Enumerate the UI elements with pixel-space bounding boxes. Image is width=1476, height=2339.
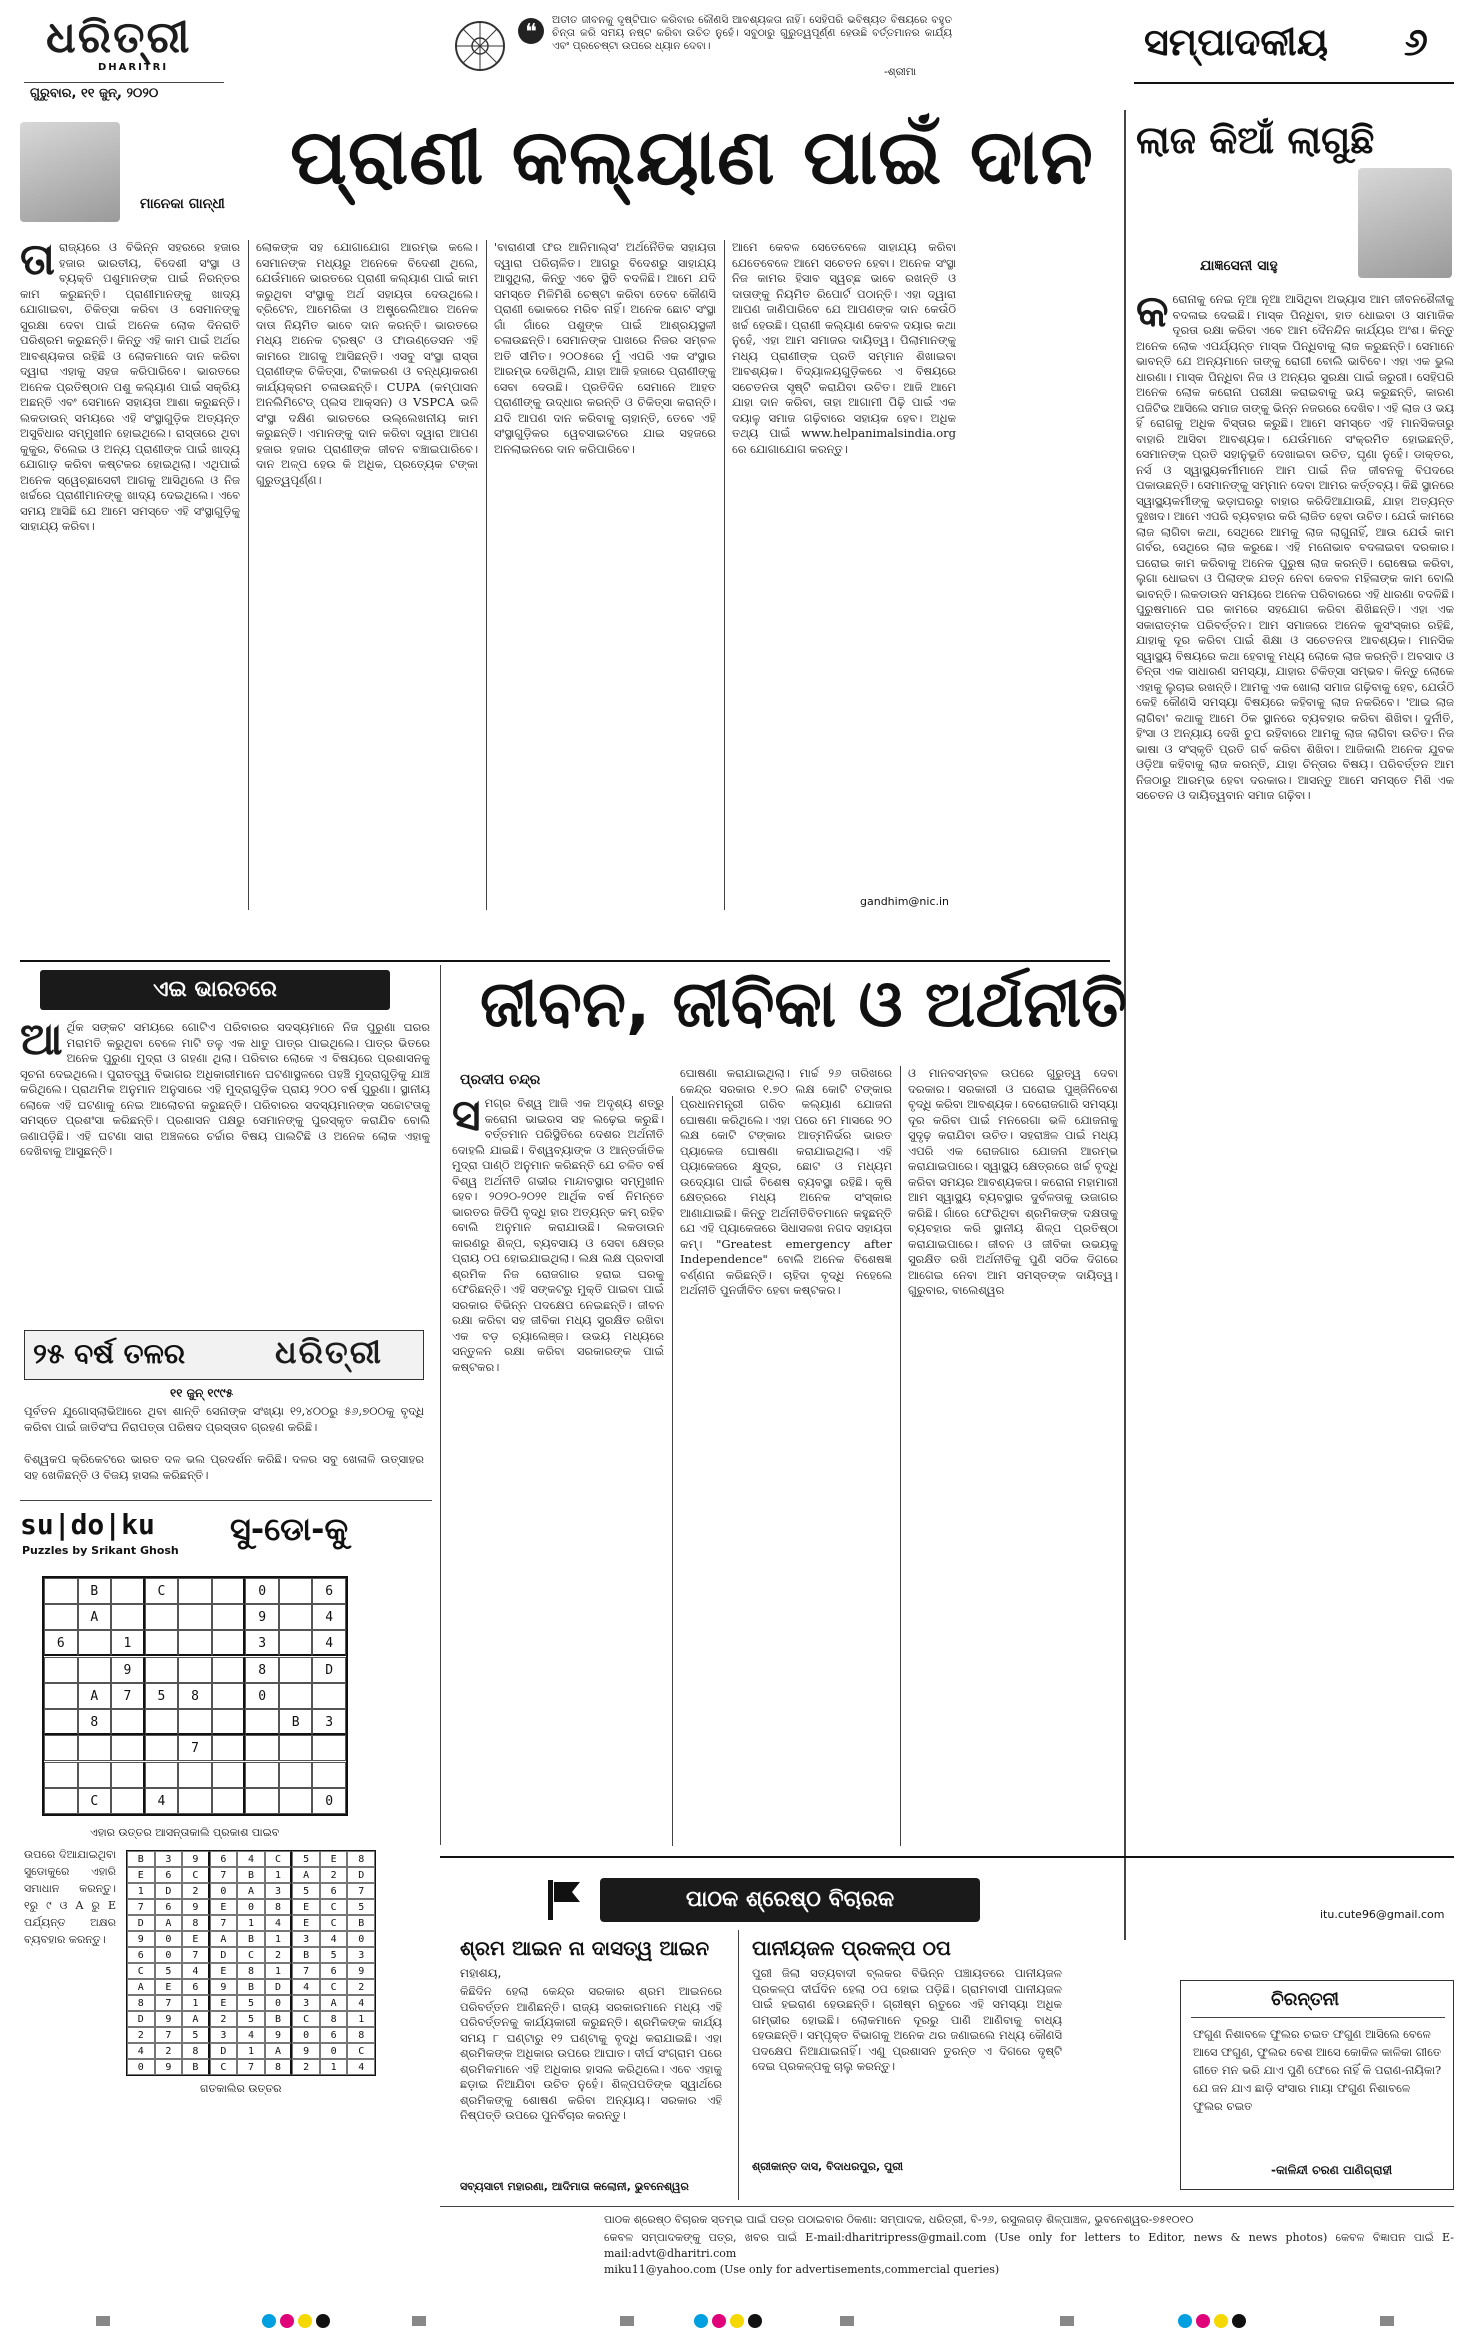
solution-cell: 9 (182, 1851, 210, 1867)
solution-cell: 1 (265, 1867, 293, 1883)
letter1-text: କିଛିଦିନ ହେଲା କେନ୍ଦ୍ର ସରକାର ଶ୍ରମ ଆଇନରେ ପରିବର୍ତ୍ତନ ଆଣିଛନ୍ତି। ରାଜ୍ୟ ସରକାରମାନେ ମଧ୍ୟ ଏହି ପରିବର୍ତ୍ତନକୁ କାର୍ଯ୍ୟକାରୀ କରୁଛନ୍ତି। ଶ୍ରମିକଙ୍କ କାର୍ଯ୍ୟ ସମୟ ୮ ଘଣ୍ଟାରୁ ୧୨ ଘଣ୍ଟାକୁ ବୃଦ୍ଧି କରାଯାଇଛି। ଏହା ଶ୍ରମିକଙ୍କ ଅଧିକାର ଉପରେ ଆଘାତ। ଦୀର୍ଘ ସଂଗ୍ରାମ ପରେ ଶ୍ରମିକମାନେ ଏହି ଅଧିକାର ହାସଲ କରିଥିଲେ। ଏବେ ଏହାକୁ ଛଡ଼ାଇ ନିଆଯିବା ଉଚିତ ନୁହେଁ। ଶିଳ୍ପପତିଙ୍କ ସ୍ୱାର୍ଥରେ ଶ୍ରମିକଙ୍କୁ ଶୋଷଣ କରିବା ଅନ୍ୟାୟ। ସରକାର ଏହି ନିଷ୍ପତ୍ତି ଉପରେ ପୁନର୍ବିଚାର କରନ୍ତୁ। (460, 1984, 722, 2122)
letter1-salutation: ମହାଶୟ, (460, 1966, 502, 1980)
solution-cell: 7 (292, 1963, 320, 1979)
sudoku-cell[interactable] (212, 1604, 246, 1630)
solution-cell: 6 (182, 1979, 210, 1995)
chirantani-box (1180, 1980, 1454, 2190)
main-headline: ଜୀବନ, ଜୀବିକା ଓ ଅର୍ଥନୀତି (480, 968, 1127, 1042)
sudoku-cell[interactable] (279, 1578, 313, 1604)
sudoku-cell[interactable] (212, 1735, 246, 1761)
solution-cell: E (210, 1899, 238, 1915)
flashback-item-2: ବିଶ୍ୱକପ କ୍ରିକେଟରେ ଭାରତ ଦଳ ଭଲ ପ୍ରଦର୍ଶନ କରିଛି। ଦଳର ସବୁ ଖେଳାଳି ଉତ୍ସାହର ସହ ଖେଳିଛନ୍ତି ଓ ବିଜୟ ହାସଲ କରିଛନ୍ତି। (24, 1452, 424, 1482)
solution-cell: 9 (155, 2059, 183, 2075)
solution-cell: 1 (347, 2011, 375, 2027)
sudoku-cell[interactable] (111, 1578, 145, 1604)
sudoku-prev-note: ଉପରେ ଦିଆଯାଇଥିବା ସୁଡୋକୁରେ ଏହାରି ସମାଧାନ କରନ୍ତୁ। ୧ରୁ ୯ ଓ A ରୁ E ପର୍ଯ୍ୟନ୍ତ ଅକ୍ଷର ବ୍ୟବହାର କରନ୍ତୁ। (24, 1848, 116, 1946)
sudoku-solution-grid (126, 1850, 376, 2076)
sudoku-cell[interactable]: 8 (178, 1683, 212, 1709)
sudoku-cell[interactable]: 6 (312, 1578, 346, 1604)
sudoku-cell[interactable] (145, 1735, 179, 1761)
solution-cell: 0 (320, 2043, 348, 2059)
solution-cell: 3 (210, 2027, 238, 2043)
sudoku-cell[interactable]: 0 (245, 1578, 279, 1604)
dharitri-logo: ଧରିତ୍ରୀ (46, 12, 192, 63)
chirantani-title: ଚିରନ୍ତନୀ (1271, 1989, 1340, 2010)
solution-cell: 5 (182, 2027, 210, 2043)
sudoku-cell[interactable]: B (279, 1709, 313, 1735)
letter2-text: ପୁରୀ ଜିଲା ସତ୍ୟବାଦୀ ବ୍ଲକର ବିଭିନ୍ନ ପଞ୍ଚାୟତରେ ପାନୀୟଜଳ ପ୍ରକଳ୍ପ ଦୀର୍ଘଦିନ ହେଲା ଠପ ହୋଇ ପଡ଼ିଛି। ଗ୍ରାମବାସୀ ପାନୀୟଜଳ ପାଇଁ ହଇରାଣ ହେଉଛନ୍ତି। ଗ୍ରୀଷ୍ମ ଋତୁରେ ଏହି ସମସ୍ୟା ଅଧିକ ଗମ୍ଭୀର ହୋଇଛି। ଲୋକମାନେ ଦୂରରୁ ପାଣି ଆଣିବାକୁ ବାଧ୍ୟ ହେଉଛନ୍ତି। ସମ୍ପୃକ୍ତ ବିଭାଗକୁ ଅନେକ ଥର ଜଣାଇଲେ ମଧ୍ୟ କୌଣସି ପଦକ୍ଷେପ ନିଆଯାଇନାହିଁ। ଏଣୁ ପ୍ରଶାସନ ତୁରନ୍ତ ଏ ଦିଗରେ ଦୃଷ୍ଟି ଦେଇ ପ୍ରକଳ୍ପକୁ ଚାଲୁ କରନ୍ତୁ। (752, 1966, 1062, 2073)
solution-cell: 8 (127, 1995, 155, 2011)
solution-cell: C (127, 1963, 155, 1979)
print-registration-strip (0, 2310, 1476, 2334)
reg-yellow-2 (730, 2314, 744, 2328)
ei-bharatare-text: ଆ ର୍ଥିକ ସଙ୍କଟ ସମୟରେ ଗୋଟିଏ ପରିବାରର ସଦସ୍ୟମାନେ ନିଜ ପୁରୁଣା ଘରର ମରାମତି କରୁଥିବା ବେଳେ ମାଟି ତଳୁ ଏକ ଧାତୁ ପାତ୍ର ପାଇଥିଲେ। ପାତ୍ର ଭିତରେ ଅନେକ ପୁରୁଣା ମୁଦ୍ରା ଓ ଗହଣା ଥିଲା। ପରିବାର ଲୋକେ ଏ ବିଷୟରେ ପ୍ରଶାସନକୁ ସୂଚନା ଦେଇଥିଲେ। ପୁରାତତ୍ତ୍ୱ ବିଭାଗର ଅଧିକାରୀମାନେ ଘଟଣାସ୍ଥଳରେ ପହଞ୍ଚି ମୁଦ୍ରାଗୁଡ଼ିକୁ ଯାଞ୍ଚ କରିଥିଲେ। ପ୍ରାଥମିକ ଅନୁମାନ ଅନୁସାରେ ଏହି ମୁଦ୍ରାଗୁଡ଼ିକ ପ୍ରାୟ ୨୦୦ ବର୍ଷ ପୁରୁଣା। ସ୍ଥାନୀୟ ଲୋକେ ଏହି ଘଟଣାକୁ ନେଇ ଆଲୋଚନା କରୁଛନ୍ତି। ପରିବାରର ସଦସ୍ୟମାନଙ୍କ ସଚ୍ଚୋଟତାକୁ ସମସ୍ତେ ପ୍ରଶଂସା କରିଛନ୍ତି। ପ୍ରଶାସନ ପକ୍ଷରୁ ସେମାନଙ୍କୁ ପୁରସ୍କୃତ କରାଯିବ ବୋଲି ଜଣାପଡ଼ିଛି। ଏହି ଘଟଣା ସାରା ଅଞ୍ଚଳରେ ଚର୍ଚ୍ଚାର ବିଷୟ ପାଲଟିଛି ଓ ଅନେକ ଲୋକ ଏହାକୁ ଦେଖିବାକୁ ଆସୁଛନ୍ତି। (20, 1020, 430, 1158)
solution-cell: B (265, 2011, 293, 2027)
solution-cell: B (182, 2059, 210, 2075)
sudoku-cell[interactable] (178, 1604, 212, 1630)
solution-cell: 3 (292, 1931, 320, 1947)
sudoku-cell[interactable]: 3 (245, 1630, 279, 1656)
sudoku-cell[interactable] (44, 1604, 78, 1630)
solution-cell: A (320, 1995, 348, 2011)
solution-cell: 5 (237, 2011, 265, 2027)
sudoku-cell[interactable] (312, 1735, 346, 1761)
solution-cell: C (320, 1979, 348, 1995)
sudoku-cell[interactable] (44, 1578, 78, 1604)
sudoku-cell[interactable] (111, 1762, 145, 1788)
solution-cell: C (265, 1851, 293, 1867)
masthead-quote: ଅତୀତ ଜୀବନକୁ ଦୃଷ୍ଟିପାତ କରିବାର କୌଣସି ଆବଶ୍ୟକତା ନାହିଁ। ସେହିପରି ଭବିଷ୍ୟତ ବିଷୟରେ ବହୁତ ଚିନ୍ତା କରି ସମୟ ନଷ୍ଟ କରିବା ଉଚିତ ନୁହେଁ। ସବୁଠାରୁ ଗୁରୁତ୍ୱପୂର୍ଣ୍ଣ ହେଉଛି ବର୍ତ୍ତମାନର କାର୍ଯ୍ୟ ଏବଂ ପ୍ରଚେଷ୍ଟା ଉପରେ ଧ୍ୟାନ ଦେବା। (552, 14, 952, 52)
sudoku-cell[interactable]: 9 (245, 1604, 279, 1630)
letter1-sign: ସବ୍ୟସାଚୀ ମହାରଣା, ଆଦିମାତା କଲୋନୀ, ଭୁବନେଶ୍ୱର (460, 2180, 689, 2193)
solution-cell: 1 (320, 2059, 348, 2075)
sudoku-cell[interactable] (111, 1709, 145, 1735)
solution-cell: 1 (237, 1915, 265, 1931)
sudoku-cell[interactable]: 7 (178, 1735, 212, 1761)
sudoku-cell[interactable] (44, 1762, 78, 1788)
solution-cell: 0 (347, 1931, 375, 1947)
solution-cell: 7 (237, 2059, 265, 2075)
solution-cell: A (237, 1883, 265, 1899)
solution-cell: 7 (127, 1899, 155, 1915)
solution-cell: C (347, 2043, 375, 2059)
lead-col-2: ଲୋକଙ୍କ ସହ ଯୋଗାଯୋଗ ଆରମ୍ଭ କଲେ। ସେମାନଙ୍କ ମଧ୍ୟରୁ ଅନେକେ ବିଦେଶୀ ଥିଲେ, ଯେଉଁମାନେ ଭାରତରେ ପ୍ରାଣୀ କଲ୍ୟାଣ ପାଇଁ କାମ କରୁଥିବା ସଂସ୍ଥାକୁ ଅର୍ଥ ସହାୟତା ଦେଉଥିଲେ। ବ୍ରିଟେନ, ଆମେରିକା ଓ ଅଷ୍ଟ୍ରେଲିଆର ଅନେକ ଦାତା ନିୟମିତ ଭାବେ ଦାନ କରନ୍ତି। ଭାରତରେ ମଧ୍ୟ ଅନେକ ଟ୍ରଷ୍ଟ ଓ ଫାଉଣ୍ଡେସନ ଏହି କାମରେ ଆଗକୁ ଆସିଛନ୍ତି। ଏସବୁ ସଂସ୍ଥା ରାସ୍ତା ପ୍ରାଣୀଙ୍କ ଚିକିତ୍ସା, ଟିକାକରଣ ଓ ବନ୍ଧ୍ୟାକରଣ କାର୍ଯ୍ୟକ୍ରମ ଚଳାଉଛନ୍ତି। CUPA (କମ୍ପାସନ ଅନଲିମିଟେଡ୍ ପ୍ଲସ ଆକ୍ସନ) ଓ VSPCA ଭଳି ସଂସ୍ଥା ଦକ୍ଷିଣ ଭାରତରେ ଉଲ୍ଲେଖନୀୟ କାମ କରୁଛନ୍ତି। ଏମାନଙ୍କୁ ଦାନ କରିବା ଦ୍ୱାରା ଆପଣ ହଜାର ହଜାର ପ୍ରାଣୀଙ୍କ ଜୀବନ ବଞ୍ଚାଇପାରିବେ। ଦାନ ଅଳ୍ପ ହେଉ କି ଅଧିକ, ପ୍ରତ୍ୟେକ ଟଙ୍କା ଗୁରୁତ୍ୱପୂର୍ଣ୍ଣ। (256, 240, 478, 487)
sudoku-cell[interactable]: C (145, 1578, 179, 1604)
sudoku-cell[interactable] (111, 1604, 145, 1630)
section-title: ସମ୍ପାଦକୀୟ (1144, 20, 1329, 64)
sudoku-cell[interactable] (145, 1709, 179, 1735)
solution-cell: 5 (347, 1899, 375, 1915)
solution-cell: 6 (127, 1947, 155, 1963)
sudoku-cell[interactable]: 4 (312, 1630, 346, 1656)
letter2-sign: ଶ୍ରୀକାନ୍ତ ଦାସ, ବିଦାଧରପୁର, ପୁରୀ (752, 2160, 903, 2173)
solution-cell: 8 (182, 1915, 210, 1931)
sudoku-cell[interactable] (212, 1578, 246, 1604)
solution-cell: 2 (320, 1867, 348, 1883)
lead-author: ମାନେକା ଗାନ୍ଧୀ (140, 196, 225, 212)
solution-cell: A (210, 1931, 238, 1947)
sudoku-cell[interactable]: 4 (312, 1604, 346, 1630)
sudoku-cell[interactable] (312, 1762, 346, 1788)
flashback-years: ୨୫ ବର୍ଷ ତଳର (33, 1337, 186, 1370)
chirantani-author: -କାଳିନ୍ଦୀ ଚରଣ ପାଣିଗ୍ରାହୀ (1271, 2163, 1393, 2177)
solution-cell: 9 (127, 1931, 155, 1947)
sudoku-cell[interactable] (145, 1762, 179, 1788)
solution-cell: 7 (155, 2027, 183, 2043)
right-dropcap: କ (1136, 292, 1169, 337)
flashback-item-1: ପୂର୍ବତନ ଯୁଗୋସ୍ଲାଭିଆରେ ଥିବା ଶାନ୍ତି ସେନାଙ୍କ ସଂଖ୍ୟା ୧୨,୪୦୦ରୁ ୫୬,୭୦୦କୁ ବୃଦ୍ଧି କରିବା ପାଇଁ ଜାତିସଂଘ ନିରାପତ୍ତା ପରିଷଦ ପ୍ରସ୍ତାବ ଗ୍ରହଣ କରିଛି। (24, 1404, 424, 1434)
sudoku-cell[interactable] (44, 1657, 78, 1683)
solution-cell: 4 (347, 2059, 375, 2075)
chirantani-verse: ଫଗୁଣ ନିଶାବଳେ ଫୁଲର ଚଇତ ଫଗୁଣ ଆସିଲେ ବେଳେ ଆସେ ଫଗୁଣ, ଫୁଲର ବେଶ ଆସେ କୋକିଳ କାଳିକା ଗୀତେ ଗୀତେ ମନ ଭରି ଯାଏ ପୁଣି ଫେରେ ନାହିଁ କି ପରାଣ-ନାୟିକା? ଯେ ଜନ ଯାଏ ଛାଡ଼ି ସଂସାର ମାୟା ଫଗୁଣ ନିଶାବଳେ ଫୁଲର ଚଇତ (1193, 2027, 1442, 2113)
solution-cell: B (127, 1851, 155, 1867)
sudoku-cell[interactable] (245, 1709, 279, 1735)
solution-cell: 2 (292, 2059, 320, 2075)
solution-cell: 4 (320, 1931, 348, 1947)
page-number: ୬ (1404, 20, 1428, 64)
masthead (24, 12, 1454, 107)
solution-cell: C (237, 1947, 265, 1963)
solution-cell: E (292, 1915, 320, 1931)
solution-cell: 2 (155, 2043, 183, 2059)
sudoku-cell[interactable] (279, 1762, 313, 1788)
main-author: ପ୍ରଦୀପ ଚନ୍ଦ୍ର (460, 1072, 541, 1088)
solution-cell: A (292, 1867, 320, 1883)
solution-cell: D (127, 2011, 155, 2027)
solution-cell: 8 (347, 1851, 375, 1867)
reg-cyan-2 (694, 2314, 708, 2328)
ei-bharatare-dropcap: ଆ (20, 1020, 63, 1065)
sudoku-cell[interactable] (178, 1657, 212, 1683)
sudoku-cell[interactable]: A (78, 1604, 112, 1630)
solution-cell: 0 (155, 1931, 183, 1947)
solution-cell: 6 (210, 1851, 238, 1867)
solution-cell: E (320, 1851, 348, 1867)
letters-flag-icon (544, 1878, 584, 1922)
solution-cell: 0 (265, 1995, 293, 2011)
solution-cell: 8 (347, 2027, 375, 2043)
sudoku-cell[interactable]: 9 (111, 1657, 145, 1683)
right-headline: ଲାଜ କିଆଁ ଲାଗୁଛି (1136, 118, 1375, 162)
sudoku-cell[interactable] (212, 1762, 246, 1788)
sudoku-cell[interactable] (279, 1683, 313, 1709)
solution-cell: 6 (320, 1963, 348, 1979)
sudoku-header (20, 1508, 432, 1568)
solution-cell: 9 (292, 2043, 320, 2059)
sudoku-cell[interactable] (178, 1709, 212, 1735)
solution-cell: 2 (182, 1883, 210, 1899)
sudoku-cell[interactable]: A (78, 1683, 112, 1709)
sudoku-cell[interactable] (279, 1788, 313, 1814)
solution-cell: 4 (292, 1979, 320, 1995)
solution-cell: 0 (155, 1947, 183, 1963)
sudoku-cell[interactable] (145, 1657, 179, 1683)
solution-cell: 4 (237, 1851, 265, 1867)
letter1-title: ଶ୍ରମ ଆଇନ ନା ଦାସତ୍ୱ ଆଇନ (460, 1936, 710, 1960)
lead-col-1: ତା ରାଜ୍ୟରେ ଓ ବିଭିନ୍ନ ସହରରେ ହଜାର ହଜାର ଭାରତୀୟ, ବିଦେଶୀ ସଂସ୍ଥା ଓ ବ୍ୟକ୍ତି ପଶୁମାନଙ୍କ ପାଇଁ ନିରନ୍ତର କାମ କରୁଛନ୍ତି। ପ୍ରାଣୀମାନଙ୍କୁ ଖାଦ୍ୟ ଯୋଗାଇବା, ଚିକିତ୍ସା କରିବା ଓ ସେମାନଙ୍କୁ ସୁରକ୍ଷା ଦେବା ପାଇଁ ଅନେକ ଲୋକ ଦିନରାତି ପରିଶ୍ରମ କରୁଛନ୍ତି। କିନ୍ତୁ ଏହି କାମ ପାଇଁ ଅର୍ଥର ଆବଶ୍ୟକତା ରହିଛି ଓ ଲୋକମାନେ ଦାନ କରିବା ଦ୍ୱାରା ଏହାକୁ ସହଜ କରିପାରିବେ। ଭାରତରେ ଅନେକ ପ୍ରତିଷ୍ଠାନ ପଶୁ କଲ୍ୟାଣ ପାଇଁ ସକ୍ରିୟ ଅଛନ୍ତି ଏବଂ ସେମାନେ ସହାୟତା ଆଶା କରୁଛନ୍ତି। ଲକଡାଉନ୍ ସମୟରେ ଏହି ସଂସ୍ଥାଗୁଡ଼ିକ ଅତ୍ୟନ୍ତ ଅସୁବିଧାର ସମ୍ମୁଖୀନ ହୋଇଥିଲେ। ରାସ୍ତାରେ ଥିବା କୁକୁର, ବିଲେଇ ଓ ଅନ୍ୟ ପ୍ରାଣୀଙ୍କ ପାଇଁ ଖାଦ୍ୟ ଯୋଗାଡ଼ କରିବା କଷ୍ଟକର ହୋଇଥିଲା। ଏଥିପାଇଁ ଅନେକ ସ୍ୱେଚ୍ଛାସେବୀ ଆଗକୁ ଆସିଥିଲେ ଓ ନିଜ ଖର୍ଚ୍ଚରେ ପ୍ରାଣୀମାନଙ୍କୁ ଖାଦ୍ୟ ଦେଇଥିଲେ। ଏବେ ସମୟ ଆସିଛି ଯେ ଆମେ ସମସ୍ତେ ଏହି ସଂସ୍ଥାଗୁଡ଼ିକୁ ସାହାଯ୍ୟ କରିବା। (20, 240, 240, 533)
solution-cell: E (210, 1995, 238, 2011)
solution-cell: B (347, 1915, 375, 1931)
reg-magenta-3 (1196, 2314, 1210, 2328)
solution-cell: 7 (182, 1947, 210, 1963)
lead-col-3: 'ବାରାଣସୀ ଫର ଆନିମାଲ୍ସ' ଅର୍ଥନୈତିକ ସହାୟତା ଦ୍ୱାରା ପରିଚାଳିତ। ଆଗରୁ ବିଦେଶରୁ ସାହାଯ୍ୟ ଆସୁଥିଲା, କିନ୍ତୁ ଏବେ ସ୍ଥିତି ବଦଳିଛି। ଆମେ ଯଦି ସମସ୍ତେ ମିଳିମିଶି ଚେଷ୍ଟା କରିବା ତେବେ କୌଣସି ପ୍ରାଣୀ ଭୋକରେ ମରିବ ନାହିଁ। ଅନେକ ଛୋଟ ସଂସ୍ଥା ଗାଁ ଗାଁରେ ପଶୁଙ୍କ ପାଇଁ ଆଶ୍ରୟସ୍ଥଳୀ ଚଳାଉଛନ୍ତି। ସେମାନଙ୍କ ପାଖରେ ନିଜର ସମ୍ବଳ ଅତି ସୀମିତ। ୨୦୦୫ରେ ମୁଁ ଏପରି ଏକ ସଂସ୍ଥାର ଆରମ୍ଭ ଦେଖିଥିଲି, ଯାହା ଆଜି ହଜାରେ ପ୍ରାଣୀଙ୍କୁ ସେବା ଦେଉଛି। ପ୍ରତିଦିନ ସେମାନେ ଆହତ ପ୍ରାଣୀଙ୍କୁ ଉଦ୍ଧାର କରନ୍ତି ଓ ଚିକିତ୍ସା କରାନ୍ତି। ଯଦି ଆପଣ ଦାନ କରିବାକୁ ଚାହାନ୍ତି, ତେବେ ଏହି ସଂସ୍ଥାଗୁଡ଼ିକର ୱେବସାଇଟରେ ଯାଇ ସହଜରେ ଅନଲାଇନରେ ଦାନ କରିପାରିବେ। (494, 240, 716, 456)
sudoku-cell[interactable]: 8 (245, 1657, 279, 1683)
solution-cell: 8 (265, 1899, 293, 1915)
main-col-2: ଘୋଷଣା କରାଯାଇଥିଲା। ମାର୍ଚ୍ଚ ୨୬ ତାରିଖରେ କେନ୍ଦ୍ର ସରକାର ୧.୭୦ ଲକ୍ଷ କୋଟି ଟଙ୍କାର ପ୍ରଧାନମନ୍ତ୍ରୀ ଗରିବ କଲ୍ୟାଣ ଯୋଜନା ଘୋଷଣା କରିଥିଲେ। ଏହା ପରେ ମେ ମାସରେ ୨୦ ଲକ୍ଷ କୋଟି ଟଙ୍କାର ଆତ୍ମନିର୍ଭର ଭାରତ ପ୍ୟାକେଜ ଘୋଷଣା କରାଯାଇଥିଲା। ଏହି ପ୍ୟାକେଜରେ କ୍ଷୁଦ୍ର, ଛୋଟ ଓ ମଧ୍ୟମ ଉଦ୍ୟୋଗ ପାଇଁ ବିଶେଷ ବ୍ୟବସ୍ଥା ରହିଛି। କୃଷି କ୍ଷେତ୍ରରେ ମଧ୍ୟ ଅନେକ ସଂସ୍କାର ଆଣାଯାଇଛି। କିନ୍ତୁ ଅର୍ଥନୀତିବିତମାନେ କହୁଛନ୍ତି ଯେ ଏହି ପ୍ୟାକେଜରେ ସିଧାସଳଖ ନଗଦ ସହାୟତା କମ୍। "Greatest emergency after Independence" ବୋଲି ଅନେକ ବିଶେଷଜ୍ଞ ବର୍ଣ୍ଣନା କରିଛନ୍ତି। ଚାହିଦା ବୃଦ୍ଧି ନହେଲେ ଅର୍ଥନୀତି ପୁନର୍ଜୀବିତ ହେବା କଷ୍ଟକର। (680, 1066, 892, 1297)
sudoku-cell[interactable]: 8 (78, 1709, 112, 1735)
solution-cell: 1 (265, 1963, 293, 1979)
author-photo-maneka (20, 122, 120, 222)
solution-cell: 9 (182, 1899, 210, 1915)
author-photo-yajnaseni (1358, 168, 1452, 278)
solution-cell: 5 (155, 1963, 183, 1979)
letters-email-line-2: miku11@yahoo.com (Use only for advertisements,commercial queries) (604, 2263, 1000, 2276)
issue-date: ଗୁରୁବାର, ୧୧ ଜୁନ୍‌, ୨୦୨୦ (30, 86, 159, 101)
solution-cell: C (182, 1867, 210, 1883)
solution-cell: 1 (182, 1995, 210, 2011)
sudoku-cell[interactable]: 1 (111, 1630, 145, 1656)
sudoku-cell[interactable]: 5 (145, 1683, 179, 1709)
solution-cell: E (127, 1867, 155, 1883)
solution-cell: 2 (210, 2011, 238, 2027)
solution-cell: 4 (347, 1995, 375, 2011)
sudoku-cell[interactable]: 6 (44, 1630, 78, 1656)
right-article-text: କ ରୋନାକୁ ନେଇ ନୂଆ ନୂଆ ଆସିଥିବା ଅଭ୍ୟାସ ଆମ ଜୀବନଶୈଳୀକୁ ବଦଳାଇ ଦେଇଛି। ମାସ୍କ ପିନ୍ଧିବା, ହାତ ଧୋଇବା ଓ ସାମାଜିକ ଦୂରତା ରକ୍ଷା କରିବା ଏବେ ଆମ ଦୈନନ୍ଦିନ କାର୍ଯ୍ୟର ଅଂଶ। କିନ୍ତୁ ଅନେକ ଲୋକ ଏପର୍ଯ୍ୟନ୍ତ ମାସ୍କ ପିନ୍ଧିବାକୁ ଲାଜ କରୁଛନ୍ତି। ସେମାନେ ଭାବନ୍ତି ଯେ ଅନ୍ୟମାନେ ତାଙ୍କୁ ରୋଗୀ ବୋଲି ଭାବିବେ। ଏହା ଏକ ଭୁଲ ଧାରଣା। ମାସ୍କ ପିନ୍ଧିବା ନିଜ ଓ ଅନ୍ୟର ସୁରକ୍ଷା ପାଇଁ ଜରୁରୀ। ସେହିପରି ଅନେକ ଲୋକ କରୋନା ପରୀକ୍ଷା କରାଇବାକୁ ଭୟ କରୁଛନ୍ତି, କାରଣ ପଜିଟିଭ ଆସିଲେ ସମାଜ ତାଙ୍କୁ ଭିନ୍ନ ନଜରରେ ଦେଖିବ। ଏହି ଲାଜ ଓ ଭୟ ହିଁ ରୋଗକୁ ଅଧିକ ବିସ୍ତାର କରୁଛି। ଆମେ ସମସ୍ତେ ଏହି ମାନସିକତାରୁ ବାହାରି ଆସିବା ଆବଶ୍ୟକ। ଯେଉଁମାନେ ସଂକ୍ରମିତ ହୋଇଛନ୍ତି, ସେମାନଙ୍କ ପ୍ରତି ସହାନୁଭୂତି ଦେଖାଇବା ଉଚିତ, ଘୃଣା ନୁହେଁ। ଡାକ୍ତର, ନର୍ସ ଓ ସ୍ୱାସ୍ଥ୍ୟକର୍ମୀମାନେ ଆମ ପାଇଁ ନିଜ ଜୀବନକୁ ବିପଦରେ ପକାଉଛନ୍ତି। ସେମାନଙ୍କୁ ସମ୍ମାନ ଦେବା ଆମର କର୍ତ୍ତବ୍ୟ। କିଛି ସ୍ଥାନରେ ସ୍ୱାସ୍ଥ୍ୟକର୍ମୀଙ୍କୁ ଭଡ଼ାଘରରୁ ବାହାର କରିଦିଆଯାଉଛି, ଯାହା ଅତ୍ୟନ୍ତ ଦୁଃଖଦ। ଆମେ ଏପରି ବ୍ୟବହାର କରି ଲାଜିତ ହେବା ଉଚିତ। ଯେଉଁ କାମରେ ଲାଜ ଲାଗିବା କଥା, ସେଥିରେ ଆମକୁ ଲାଜ ଲାଗୁନାହିଁ, ଆଉ ଯେଉଁ କାମ ଗର୍ବର, ସେଥିରେ ଲାଜ କରୁଛେ। ଏହି ମନୋଭାବ ବଦଳାଇବା ଦରକାର। ଘରୋଇ କାମ କରିବାକୁ ଅନେକ ପୁରୁଷ ଲାଜ କରନ୍ତି। ରୋଷେଇ କରିବା, ଲୁଗା ଧୋଇବା ଓ ପିଲାଙ୍କ ଯତ୍ନ ନେବା କେବଳ ମହିଳାଙ୍କ କାମ ବୋଲି ଭାବନ୍ତି। ଲକଡାଉନ ସମୟରେ ଅନେକ ପରିବାରରେ ଏହି ଧାରଣା ବଦଳିଛି। ପୁରୁଷମାନେ ଘର କାମରେ ସହଯୋଗ କରିବା ଶିଖିଛନ୍ତି। ଏହା ଏକ ସକାରାତ୍ମକ ପରିବର୍ତ୍ତନ। ଆମ ସମାଜରେ ଅନେକ କୁସଂସ୍କାର ରହିଛି, ଯାହାକୁ ଦୂର କରିବା ପାଇଁ ଶିକ୍ଷା ଓ ସଚେତନତା ଆବଶ୍ୟକ। ମାନସିକ ସ୍ୱାସ୍ଥ୍ୟ ବିଷୟରେ କଥା ହେବାକୁ ମଧ୍ୟ ଲୋକେ ଲାଜ କରନ୍ତି। ଅବସାଦ ଓ ଚିନ୍ତା ଏକ ସାଧାରଣ ସମସ୍ୟା, ଯାହାର ଚିକିତ୍ସା ସମ୍ଭବ। କିନ୍ତୁ ଲୋକେ ଏହାକୁ ଲୁଚାଇ ରଖନ୍ତି। ଆମକୁ ଏକ ଖୋଲା ସମାଜ ଗଢ଼ିବାକୁ ହେବ, ଯେଉଁଠି କେହି କୌଣସି ସମସ୍ୟା ବିଷୟରେ କହିବାକୁ ଲାଜ ନକରିବେ। 'ଆଇ ଲାଜ ଲାଗିବା' କଥାକୁ ଆମେ ଠିକ ସ୍ଥାନରେ ବ୍ୟବହାର କରିବା ଶିଖିବା। ଦୁର୍ନୀତି, ହିଂସା ଓ ଅନ୍ୟାୟ ଦେଖି ଚୁପ ରହିବାରେ ଆମକୁ ଲାଜ ଲାଗିବା ଉଚିତ। ନିଜ ଭାଷା ଓ ସଂସ୍କୃତି ପ୍ରତି ଗର୍ବ କରିବା ଶିଖିବା। ଆଜିକାଲି ଅନେକ ଯୁବକ ଓଡ଼ିଆ କହିବାକୁ ଲାଜ କରନ୍ତି, ଯାହା ଚିନ୍ତାର ବିଷୟ। ପରିବର୍ତ୍ତନ ଆମ ନିଜଠାରୁ ଆରମ୍ଭ ହେବା ଦରକାର। ଆସନ୍ତୁ ଆମେ ସମସ୍ତେ ମିଶି ଏକ ସଚେତନ ଓ ଦାୟିତ୍ୱବାନ ସମାଜ ଗଢ଼ିବା। (1136, 292, 1454, 802)
solution-cell: A (155, 1915, 183, 1931)
ei-bharatare-banner: ଏଇ ଭାରତରେ (40, 970, 390, 1010)
sudoku-cell[interactable] (44, 1788, 78, 1814)
solution-cell: 8 (237, 1963, 265, 1979)
sudoku-cell[interactable] (78, 1657, 112, 1683)
sudoku-cell[interactable]: 3 (312, 1709, 346, 1735)
sudoku-cell[interactable] (178, 1762, 212, 1788)
solution-cell: 5 (237, 1995, 265, 2011)
sudoku-cell[interactable] (245, 1735, 279, 1761)
solution-cell: 9 (210, 1979, 238, 1995)
solution-cell: E (292, 1899, 320, 1915)
sudoku-cell[interactable] (78, 1630, 112, 1656)
letter2-title: ପାନୀୟଜଳ ପ୍ରକଳ୍ପ ଠପ (752, 1936, 951, 1960)
solution-cell: 7 (347, 1883, 375, 1899)
solution-cell: 3 (155, 1851, 183, 1867)
sudoku-cell[interactable]: B (78, 1578, 112, 1604)
sudoku-cell[interactable] (178, 1578, 212, 1604)
sudoku-grid[interactable] (42, 1576, 348, 1816)
solution-cell: D (210, 2043, 238, 2059)
sudoku-cell[interactable]: 0 (245, 1683, 279, 1709)
solution-cell: 5 (292, 1883, 320, 1899)
reg-black-2 (748, 2314, 762, 2328)
solution-cell: 1 (265, 1931, 293, 1947)
sudoku-cell[interactable] (279, 1735, 313, 1761)
solution-cell: 7 (210, 1915, 238, 1931)
solution-cell: 9 (347, 1963, 375, 1979)
flashback-logo: ଧରିତ୍ରୀ (275, 1333, 383, 1371)
solution-cell: 0 (210, 1883, 238, 1899)
sudoku-cell[interactable] (78, 1762, 112, 1788)
sudoku-prev-label: ଗତକାଲିର ଉତ୍ତର (200, 2082, 282, 2095)
reg-yellow-3 (1214, 2314, 1228, 2328)
solution-cell: 2 (127, 2027, 155, 2043)
solution-cell: D (265, 1979, 293, 1995)
sudoku-cell[interactable]: 7 (111, 1683, 145, 1709)
sudoku-cell[interactable] (44, 1683, 78, 1709)
sudoku-cell[interactable] (312, 1683, 346, 1709)
sudoku-cell[interactable]: 0 (312, 1788, 346, 1814)
main-col-1: ସ ମଗ୍ର ବିଶ୍ୱ ଆଜି ଏକ ଅଦୃଶ୍ୟ ଶତ୍ରୁ କରୋନା ଭାଇରସ ସହ ଲଢ଼େଇ କରୁଛି। ବର୍ତ୍ତମାନ ପରିସ୍ଥିତିରେ ଦେଶର ଅର୍ଥନୀତି ଦୋହଲି ଯାଇଛି। ବିଶ୍ୱବ୍ୟାଙ୍କ ଓ ଆନ୍ତର୍ଜାତିକ ମୁଦ୍ରା ପାଣ୍ଠି ଅନୁମାନ କରିଛନ୍ତି ଯେ ଚଳିତ ବର୍ଷ ବିଶ୍ୱ ଅର୍ଥନୀତି ଗଭୀର ମାନ୍ଦାବସ୍ଥାର ସମ୍ମୁଖୀନ ହେବ। ୨୦୨୦-୨୦୨୧ ଆର୍ଥିକ ବର୍ଷ ନିମନ୍ତେ ଭାରତର ଜିଡିପି ବୃଦ୍ଧି ହାର ଅତ୍ୟନ୍ତ କମ୍ ରହିବ ବୋଲି ଅନୁମାନ କରାଯାଉଛି। ଲକଡାଉନ କାରଣରୁ ଶିଳ୍ପ, ବ୍ୟବସାୟ ଓ ସେବା କ୍ଷେତ୍ର ପ୍ରାୟ ଠପ ହୋଇଯାଇଥିଲା। ଲକ୍ଷ ଲକ୍ଷ ପ୍ରବାସୀ ଶ୍ରମିକ ନିଜ ରୋଜଗାର ହରାଇ ଘରକୁ ଫେରିଛନ୍ତି। ଏହି ସଙ୍କଟରୁ ମୁକ୍ତି ପାଇବା ପାଇଁ ସରକାର ବିଭିନ୍ନ ପଦକ୍ଷେପ ନେଇଛନ୍ତି। ଜୀବନ ରକ୍ଷା କରିବା ସହ ଜୀବିକା ମଧ୍ୟ ସୁରକ୍ଷିତ ରଖିବା ଏକ ବଡ଼ ଚ୍ୟାଲେଞ୍ଜ। ଉଭୟ ମଧ୍ୟରେ ସନ୍ତୁଳନ ରକ୍ଷା କରିବା ସରକାରଙ୍କ ପାଇଁ କଷ୍ଟକର। (452, 1096, 664, 1374)
lead-col-4: ଆମେ କେବଳ ସେତେବେଳେ ସାହାଯ୍ୟ କରିବା ଯେତେବେଳେ ଆମେ ସଚେତନ ହେବା। ଅନେକ ସଂସ୍ଥା ନିଜ କାମର ହିସାବ ସ୍ୱଚ୍ଛ ଭାବେ ରଖନ୍ତି ଓ ଦାତାଙ୍କୁ ନିୟମିତ ରିପୋର୍ଟ ପଠାନ୍ତି। ଏହା ଦ୍ୱାରା ଆପଣ ଜାଣିପାରିବେ ଯେ ଆପଣଙ୍କ ଦାନ କେଉଁଠି ଖର୍ଚ୍ଚ ହେଉଛି। ପ୍ରାଣୀ କଲ୍ୟାଣ କେବଳ ଦୟାର କଥା ନୁହେଁ, ଏହା ଆମ ସମାଜର ଦାୟିତ୍ୱ। ପିଲାମାନଙ୍କୁ ମଧ୍ୟ ପ୍ରାଣୀଙ୍କ ପ୍ରତି ସମ୍ମାନ ଶିଖାଇବା ଆବଶ୍ୟକ। ବିଦ୍ୟାଳୟଗୁଡ଼ିକରେ ଏ ବିଷୟରେ ସଚେତନତା ସୃଷ୍ଟି କରାଯିବା ଉଚିତ। ଆଜି ଆମେ ଯାହା ଦାନ କରିବା, ତାହା ଆଗାମୀ ପିଢ଼ି ପାଇଁ ଏକ ଦୟାଳୁ ସମାଜ ଗଢ଼ିବାରେ ସହାୟକ ହେବ। ଅଧିକ ତଥ୍ୟ ପାଇଁ www.helpanimalsindia.org ରେ ଯୋଗାଯୋଗ କରନ୍ତୁ। (732, 240, 956, 456)
main-dropcap: ସ (452, 1096, 481, 1141)
dharitri-logo-sub: DHARITRI (98, 62, 169, 73)
solution-cell: A (182, 2011, 210, 2027)
flashback-banner (24, 1330, 424, 1380)
main-col-3: ଓ ମାନବସମ୍ବଳ ଉପରେ ଗୁରୁତ୍ୱ ଦେବା ଦରକାର। ସରକାରୀ ଓ ଘରୋଇ ପୁଞ୍ଜିନିବେଶ ବୃଦ୍ଧି କରିବା ଆବଶ୍ୟକ। ବେରୋଜଗାରି ସମସ୍ୟା ଦୂର କରିବା ପାଇଁ ମନରେଗା ଭଳି ଯୋଜନାକୁ ସୁଦୃଢ଼ କରାଯିବା ଉଚିତ। ସହରାଞ୍ଚଳ ପାଇଁ ମଧ୍ୟ ଏପରି ଏକ ରୋଜଗାର ଯୋଜନା ଆରମ୍ଭ କରାଯାଇପାରେ। ସ୍ୱାସ୍ଥ୍ୟ କ୍ଷେତ୍ରରେ ଖର୍ଚ୍ଚ ବୃଦ୍ଧି କରିବା ସମୟର ଆବଶ୍ୟକତା। କରୋନା ମହାମାରୀ ଆମ ସ୍ୱାସ୍ଥ୍ୟ ବ୍ୟବସ୍ଥାର ଦୁର୍ବଳତାକୁ ଉଜାଗର କରିଛି। ଗାଁରେ ଫେରିଥିବା ଶ୍ରମିକଙ୍କ ଦକ୍ଷତାକୁ ବ୍ୟବହାର କରି ସ୍ଥାନୀୟ ଶିଳ୍ପ ପ୍ରତିଷ୍ଠା କରାଯାଇପାରେ। ଜୀବନ ଓ ଜୀବିକା ଉଭୟକୁ ସୁରକ୍ଷିତ ରଖି ଅର୍ଥନୀତିକୁ ପୁଣି ସଠିକ ଦିଗରେ ଆଗେଇ ନେବା ଆମ ସମସ୍ତଙ୍କ ଦାୟିତ୍ୱ। ଗୁରୁବାର, ବାଲେଶ୍ୱର (908, 1066, 1118, 1297)
solution-cell: 9 (155, 2011, 183, 2027)
solution-cell: B (237, 1867, 265, 1883)
solution-cell: C (320, 1899, 348, 1915)
quote-mark-icon: ❝ (518, 18, 544, 44)
sudoku-cell[interactable] (212, 1630, 246, 1656)
flashback-date: ୧୧ ଜୁନ୍‌ ୧୯୯୫ (170, 1386, 234, 1400)
solution-cell: 1 (127, 1883, 155, 1899)
solution-cell: E (182, 1931, 210, 1947)
sudoku-cell[interactable] (279, 1657, 313, 1683)
solution-cell: D (155, 1883, 183, 1899)
sudoku-cell[interactable] (279, 1630, 313, 1656)
lead-headline: ପ୍ରାଣୀ କଲ୍ୟାଣ ପାଇଁ ଦାନ (290, 112, 1094, 201)
sudoku-cell[interactable] (212, 1709, 246, 1735)
reg-black-1 (316, 2314, 330, 2328)
sudoku-cell[interactable] (78, 1735, 112, 1761)
sudoku-cell[interactable]: C (78, 1788, 112, 1814)
sudoku-cell[interactable] (111, 1735, 145, 1761)
solution-cell: 2 (265, 1947, 293, 1963)
sudoku-cell[interactable] (245, 1788, 279, 1814)
reg-magenta-1 (280, 2314, 294, 2328)
sudoku-cell[interactable]: 4 (145, 1788, 179, 1814)
sudoku-cell[interactable] (279, 1604, 313, 1630)
solution-cell: C (210, 2059, 238, 2075)
sudoku-odia-title: ସୁ-ଡୋ-କୁ (230, 1510, 349, 1548)
solution-cell: E (210, 1963, 238, 1979)
solution-cell: 0 (237, 1899, 265, 1915)
sudoku-logo: su|do|ku (20, 1508, 155, 1541)
solution-cell: D (210, 1947, 238, 1963)
lead-email[interactable]: gandhim@nic.in (860, 895, 950, 908)
sudoku-cell[interactable] (145, 1604, 179, 1630)
solution-cell: 6 (320, 1883, 348, 1899)
solution-cell: E (155, 1979, 183, 1995)
letters-banner: ପାଠକ ଶ୍ରେଷ୍ଠ ବିଚାରକ (600, 1878, 980, 1922)
wheel-emblem-icon (454, 20, 506, 72)
solution-cell: 7 (155, 1995, 183, 2011)
sudoku-cell[interactable] (212, 1788, 246, 1814)
solution-cell: 2 (347, 1979, 375, 1995)
sudoku-cell[interactable] (44, 1735, 78, 1761)
solution-cell: 3 (347, 1947, 375, 1963)
letters-address: ପାଠକ ଶ୍ରେଷ୍ଠ ବିଚାରକ ସ୍ତମ୍ଭ ପାଇଁ ପତ୍ର ପଠାଇବାର ଠିକଣା: ସମ୍ପାଦକ, ଧରିତ୍ରୀ, ବି-୨୬, ରସୁଲଗଡ଼ ଶିଳ୍ପାଞ୍ଚଳ, ଭୁବନେଶ୍ୱର-୭୫୧୦୧୦ (604, 2213, 1194, 2226)
sudoku-cell[interactable] (178, 1630, 212, 1656)
solution-cell: A (265, 2043, 293, 2059)
solution-cell: 6 (155, 1899, 183, 1915)
right-author: ଯାଜ୍ଞସେନୀ ସାହୁ (1200, 258, 1278, 274)
solution-cell: 7 (210, 1867, 238, 1883)
right-email[interactable]: itu.cute96@gmail.com (1320, 1908, 1445, 1921)
solution-cell: 4 (237, 2027, 265, 2043)
solution-cell: B (237, 1979, 265, 1995)
sudoku-cell[interactable]: D (312, 1657, 346, 1683)
solution-cell: 8 (182, 2043, 210, 2059)
solution-cell: 3 (292, 1995, 320, 2011)
solution-cell: 4 (127, 2043, 155, 2059)
solution-cell: C (292, 2011, 320, 2027)
solution-cell: 5 (292, 1851, 320, 1867)
solution-cell: 3 (265, 1883, 293, 1899)
sudoku-cell[interactable] (145, 1630, 179, 1656)
reg-black-3 (1232, 2314, 1246, 2328)
solution-cell: 0 (127, 2059, 155, 2075)
lead-dropcap: ତା (20, 240, 55, 285)
sudoku-cell[interactable] (111, 1788, 145, 1814)
reg-magenta-2 (712, 2314, 726, 2328)
solution-cell: B (292, 1947, 320, 1963)
reg-cyan-3 (1178, 2314, 1192, 2328)
solution-cell: B (237, 1931, 265, 1947)
reg-yellow-1 (298, 2314, 312, 2328)
solution-cell: 9 (265, 2027, 293, 2043)
sudoku-cell[interactable] (212, 1657, 246, 1683)
sudoku-cell[interactable] (44, 1709, 78, 1735)
sudoku-cell[interactable] (245, 1762, 279, 1788)
reg-cyan-1 (262, 2314, 276, 2328)
sudoku-byline: Puzzles by Srikant Ghosh (22, 1544, 179, 1557)
solution-cell: 6 (320, 2027, 348, 2043)
solution-cell: 6 (155, 1867, 183, 1883)
solution-cell: D (127, 1915, 155, 1931)
solution-cell: 5 (320, 1947, 348, 1963)
solution-cell: A (127, 1979, 155, 1995)
sudoku-cell[interactable] (212, 1683, 246, 1709)
solution-cell: 1 (237, 2043, 265, 2059)
masthead-quote-author: -ଶ୍ରୀମା (884, 66, 917, 78)
solution-cell: 8 (320, 2011, 348, 2027)
solution-cell: C (320, 1915, 348, 1931)
sudoku-footer: ଏହାର ଉତ୍ତର ଆସନ୍ତାକାଲି ପ୍ରକାଶ ପାଇବ (90, 1826, 280, 1839)
sudoku-cell[interactable] (178, 1788, 212, 1814)
solution-cell: 4 (265, 1915, 293, 1931)
letters-email-line: କେବଳ ସମ୍ପାଦକଙ୍କୁ ପତ୍ର, ଖବର ପାଇଁ E-mail:dharitripress@gmail.com (Use only for letters to Editor, news & news photos) କେବଳ ବିଜ୍ଞାପନ ପାଇଁ E-mail:advt@dharitri.com (604, 2231, 1454, 2260)
solution-cell: 8 (265, 2059, 293, 2075)
solution-cell: 4 (182, 1963, 210, 1979)
solution-cell: 0 (292, 2027, 320, 2043)
solution-cell: D (347, 1867, 375, 1883)
